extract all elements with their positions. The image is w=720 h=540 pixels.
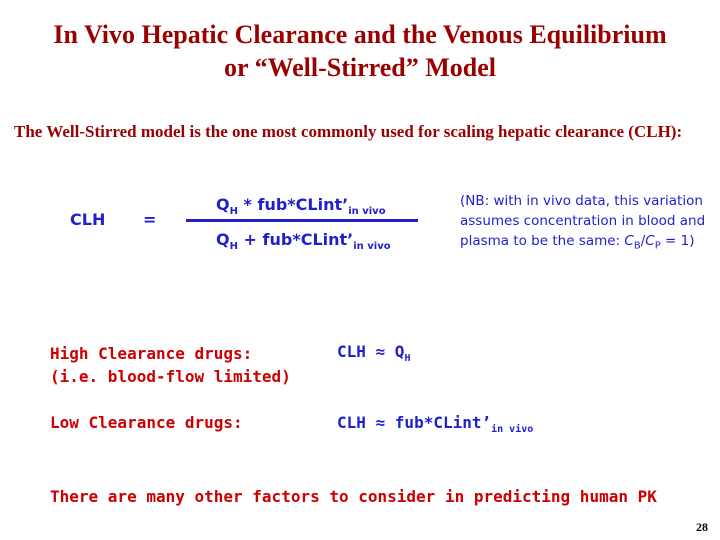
cp: C bbox=[645, 233, 655, 249]
intro-text: The Well-Stirred model is the one most commonly used for scaling hepatic clearance (CLH): bbox=[14, 122, 683, 141]
note-text: (NB: with in vivo data, this variation assumes concentration in blood and plasma to be the same: bbox=[460, 193, 706, 249]
low-clearance-label: Low Clearance drugs: bbox=[50, 413, 243, 432]
fraction-bar bbox=[186, 219, 418, 222]
note bbox=[460, 191, 720, 257]
cb: C bbox=[624, 233, 634, 249]
q: Q bbox=[216, 195, 230, 214]
title-line-1: In Vivo Hepatic Clearance and the Venous Equilibrium bbox=[53, 20, 667, 49]
title-line-2: or “Well-Stirred” Model bbox=[224, 53, 496, 82]
fs: H bbox=[404, 353, 411, 365]
den-rest: + fub*CLint’ bbox=[237, 230, 354, 249]
q-sub: H bbox=[229, 206, 238, 218]
q: Q bbox=[216, 230, 230, 249]
cp-sub: P bbox=[654, 240, 661, 252]
den-sub: in vivo bbox=[353, 241, 391, 253]
high-clearance-formula bbox=[337, 342, 410, 364]
fs: in vivo bbox=[491, 424, 534, 436]
footer-note: There are many other factors to consider in predicting human PK bbox=[50, 487, 657, 506]
low-clearance-formula bbox=[337, 413, 533, 435]
q-sub: H bbox=[229, 241, 238, 253]
equation-lhs: CLH bbox=[70, 210, 106, 229]
f: CLH ≈ fub*CLint’ bbox=[337, 413, 492, 432]
l1: High Clearance drugs: bbox=[50, 344, 253, 363]
equation-equals: = bbox=[143, 210, 157, 229]
equation-denominator bbox=[216, 230, 391, 252]
l2: (i.e. blood-flow limited) bbox=[50, 367, 291, 386]
cb-sub: B bbox=[633, 240, 641, 252]
equation-numerator bbox=[216, 195, 386, 217]
slash: / bbox=[640, 233, 646, 249]
f: CLH ≈ Q bbox=[337, 342, 405, 361]
slide-title bbox=[0, 18, 720, 84]
high-clearance-label bbox=[50, 342, 291, 388]
num-rest: * fub*CLint’ bbox=[237, 195, 349, 214]
note-end: = 1) bbox=[660, 233, 695, 249]
page-number: 28 bbox=[696, 520, 708, 534]
num-sub: in vivo bbox=[348, 206, 386, 218]
